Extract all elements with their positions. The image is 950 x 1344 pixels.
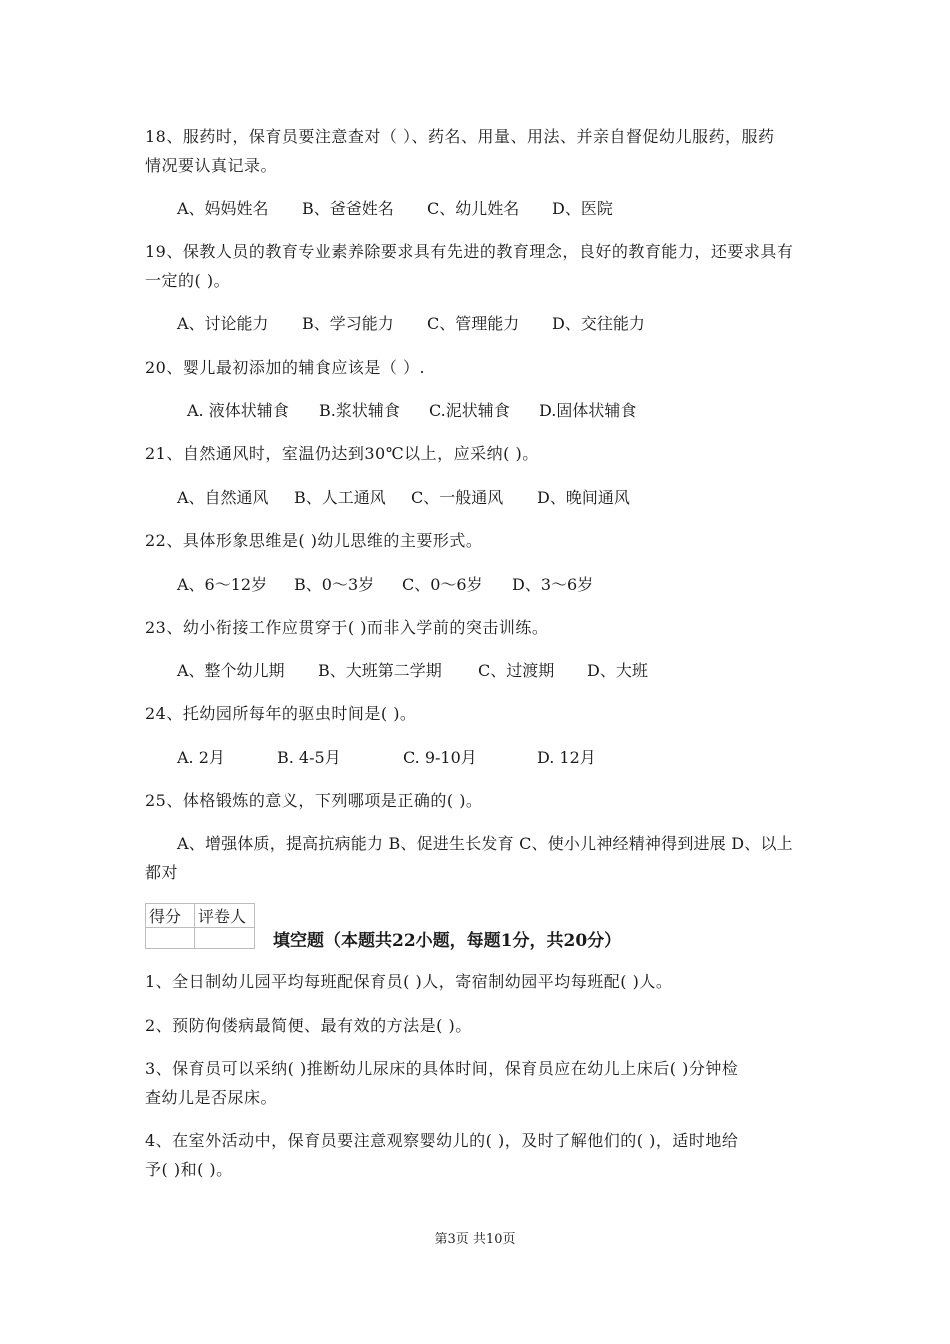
- q22-text: 22、具体形象思维是( )幼儿思维的主要形式。: [145, 531, 483, 550]
- q24-option-a: A. 2月: [177, 748, 225, 767]
- q20-text: 20、婴儿最初添加的辅食应该是（ ）.: [145, 358, 426, 377]
- q18-text-line1: 18、服药时，保育员要注意查对（ ）、药名、用量、用法、并亲自督促幼儿服药，服药: [145, 127, 775, 146]
- q20-option-b: B.浆状辅食: [319, 401, 400, 420]
- q25-options-line2: 都对: [145, 863, 179, 882]
- q21-option-a: A、自然通风: [177, 488, 269, 507]
- fill-q1: 1、全日制幼儿园平均每班配保育员( )人，寄宿制幼园平均每班配( )人。: [145, 972, 673, 991]
- q18-text-line2: 情况要认真记录。: [145, 156, 278, 175]
- q19-option-b: B、学习能力: [302, 314, 394, 333]
- section-title: 填空题（本题共22小题，每题1分，共20分）: [273, 931, 622, 951]
- q18-option-a: A、妈妈姓名: [177, 199, 269, 218]
- q21-options: [177, 487, 630, 509]
- fill-q4-line2: 予( )和( )。: [145, 1160, 233, 1179]
- q20-options: [187, 400, 636, 422]
- q18-options: [177, 198, 613, 220]
- q20-option-d: D.固体状辅食: [539, 401, 637, 420]
- fill-q3-line1: 3、保育员可以采纳( )推断幼儿尿床的具体时间，保育员应在幼儿上床后( )分钟检: [145, 1059, 739, 1078]
- page-footer: 第3页 共10页: [434, 1232, 516, 1247]
- score-cell: [146, 928, 195, 949]
- q21-option-d: D、晚间通风: [537, 488, 630, 507]
- q18-option-c: C、幼儿姓名: [427, 199, 520, 218]
- q20-option-c: C.泥状辅食: [429, 401, 510, 420]
- q22-option-c: C、0～6岁: [402, 575, 483, 594]
- score-box: [145, 903, 255, 949]
- q23-text: 23、幼小衔接工作应贯穿于( )而非入学前的突击训练。: [145, 618, 549, 637]
- q19-option-a: A、讨论能力: [177, 314, 269, 333]
- grader-cell: [195, 928, 255, 949]
- q19-text-line1: 19、保教人员的教育专业素养除要求具有先进的教育理念，良好的教育能力，还要求具有: [145, 242, 794, 261]
- q20-option-a: A. 液体状辅食: [187, 401, 289, 420]
- fill-q3-line2: 查幼儿是否尿床。: [145, 1088, 278, 1107]
- q24-options: [177, 747, 596, 769]
- q22-option-a: A、6～12岁: [177, 575, 268, 594]
- q23-options: [177, 660, 648, 682]
- q23-option-c: C、过渡期: [478, 661, 555, 680]
- q21-option-c: C、一般通风: [411, 488, 504, 507]
- grader-label: 评卷人: [195, 904, 255, 928]
- q24-text: 24、托幼园所每年的驱虫时间是( )。: [145, 704, 417, 723]
- q24-option-c: C. 9-10月: [403, 748, 477, 767]
- q23-option-d: D、大班: [587, 661, 648, 680]
- q24-option-d: D. 12月: [537, 748, 596, 767]
- q25-options-line1: A、增强体质，提高抗病能力 B、促进生长发育 C、使小儿神经精神得到进展 D、以上: [177, 834, 793, 853]
- q22-option-b: B、0～3岁: [294, 575, 375, 594]
- q21-option-b: B、人工通风: [294, 488, 386, 507]
- q19-text-line2: 一定的( )。: [145, 271, 231, 290]
- q21-text: 21、自然通风时，室温仍达到30℃以上，应采纳( )。: [145, 444, 539, 463]
- q22-options: [177, 574, 593, 596]
- fill-q2: 2、预防佝偻病最简便、最有效的方法是( )。: [145, 1016, 472, 1035]
- fill-q4-line1: 4、在室外活动中，保育员要注意观察婴幼儿的( )，及时了解他们的( )，适时地给: [145, 1131, 739, 1150]
- q19-option-c: C、管理能力: [427, 314, 520, 333]
- q19-options: [177, 313, 645, 335]
- q24-option-b: B. 4-5月: [277, 748, 341, 767]
- q25-text: 25、体格锻炼的意义，下列哪项是正确的( )。: [145, 791, 483, 810]
- q23-option-b: B、大班第二学期: [318, 661, 442, 680]
- q18-option-d: D、医院: [552, 199, 613, 218]
- q22-option-d: D、3～6岁: [512, 575, 594, 594]
- q19-option-d: D、交往能力: [552, 314, 645, 333]
- q23-option-a: A、整个幼儿期: [177, 661, 285, 680]
- score-label: 得分: [146, 904, 195, 928]
- q18-option-b: B、爸爸姓名: [302, 199, 394, 218]
